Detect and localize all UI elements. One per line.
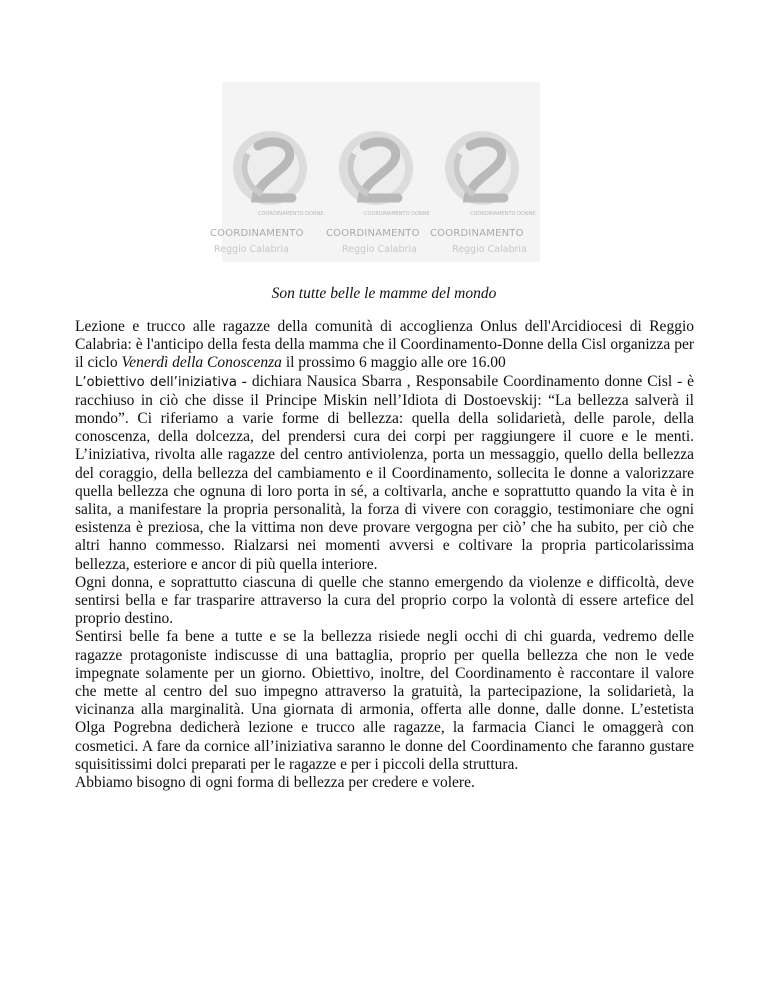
logo-tile [210,82,328,262]
logo-name-text: COORDINAMENTO [430,228,524,239]
paragraph-intro [75,318,694,373]
logo-tile [430,82,540,262]
document-title: Son tutte belle le mamme del mondo [271,285,497,302]
intro-text: Lezione e trucco alle ragazze della comunità di accoglienza Onlus dell'Arcidiocesi di Reggio Calabria: è l'anticipo della festa della mamma che il Coordinamento-Donne della Cisl organizza per il ciclo [75,318,694,372]
objective-text: - dichiara Nausica Sbarra , Responsabile Coordinamento donne Cisl - è racchiuso in ciò che disse il Principe Miskin nell’Idiota di Dostoevskij: “La bellezza salverà il mondo”. Ci riferiamo a varie forme di bellezza: quella della solidarietà, delle parole, della conoscenza, della dolcezza, del prendersi cura dei corpi per raggiungere il cuore e le menti. L’iniziativa, rivolta alle ragazze del centro antiviolenza, porta un messaggio, quello della bellezza del coraggio, della bellezza del cambiamento e il Coordinamento, sollecita le donne a valorizzare quella bellezza che ognuna di loro porta in sé, a coltivarla, anche e soprattutto quando la vita è in salita, a manifestare la propria personalità, la forza di vivere con coraggio, testimoniare che ogni esistenza è preziosa, che la vittima non deve provare vergogna per ciò’ che ha subito, per ciò che altri hanno commesso. Rialzarsi nei momenti avversi e coltivare la propria particolarissima bellezza, esteriore e ancor di più quella interiore. [75,372,695,573]
logo-emblem-icon [228,128,328,208]
paragraph-feeling-beautiful: Sentirsi belle fa bene a tutte e se la bellezza risiede negli occhi di chi guarda, vedremo delle ragazze protagoniste indiscusse di una battaglia, proprio per quella bellezza che non le vede impegnate solamente per un giorno. Obiettivo, inoltre, del Coordinamento è raccontare il valore che mette al centro del suo impegno attraverso la gratuità, la partecipazione, la solidarietà, la vicinanza alla marginalità. Una giornata di armonia, offerta alle donne, dalle donne. L’estetista Olga Pogrebna dedicherà lezione e trucco alle ragazze, la farmacia Cianci le omaggerà con cosmetici. A fare da cornice all’iniziativa saranno le donne del Coordinamento che faranno gustare squisitissimi dolci preparati per le ragazze e per i piccoli della struttura. [75,628,694,773]
logo-city-text: Reggio Calabria [452,244,527,255]
logo-city-text: Reggio Calabria [342,244,417,255]
logo-small-text: COORDINAMENTO DONNE [470,211,536,217]
logo-small-text: COORDINAMENTO DONNE [258,211,324,217]
intro-date-text: il prossimo 6 maggio alle ore 16.00 [281,354,506,372]
logo-name-text: COORDINAMENTO [210,228,304,239]
logo-small-text: COORDINAMENTO DONNE [364,211,430,217]
logo-name-text: COORDINAMENTO [326,228,420,239]
logo-city-text: Reggio Calabria [214,244,289,255]
document-body [75,318,694,792]
paragraph-every-woman: Ogni donna, e soprattutto ciascuna di quelle che stanno emergendo da violenze e difficoltà, deve sentirsi bella e far trasparire attraverso la cura del proprio corpo la volontà di essere artefice del proprio destino. [75,573,694,628]
logo-tile [328,82,434,262]
event-cycle-name: Venerdì della Conoscenza [121,354,282,372]
paragraph-closing: Abbiamo bisogno di ogni forma di bellezza per credere e volere. [75,774,475,792]
logo-emblem-icon [334,128,434,208]
logo-emblem-icon [440,128,540,208]
coordinamento-logo [210,82,540,262]
objective-lead: L’obiettivo dell’iniziativa [75,374,237,390]
paragraph-objective [75,373,694,574]
